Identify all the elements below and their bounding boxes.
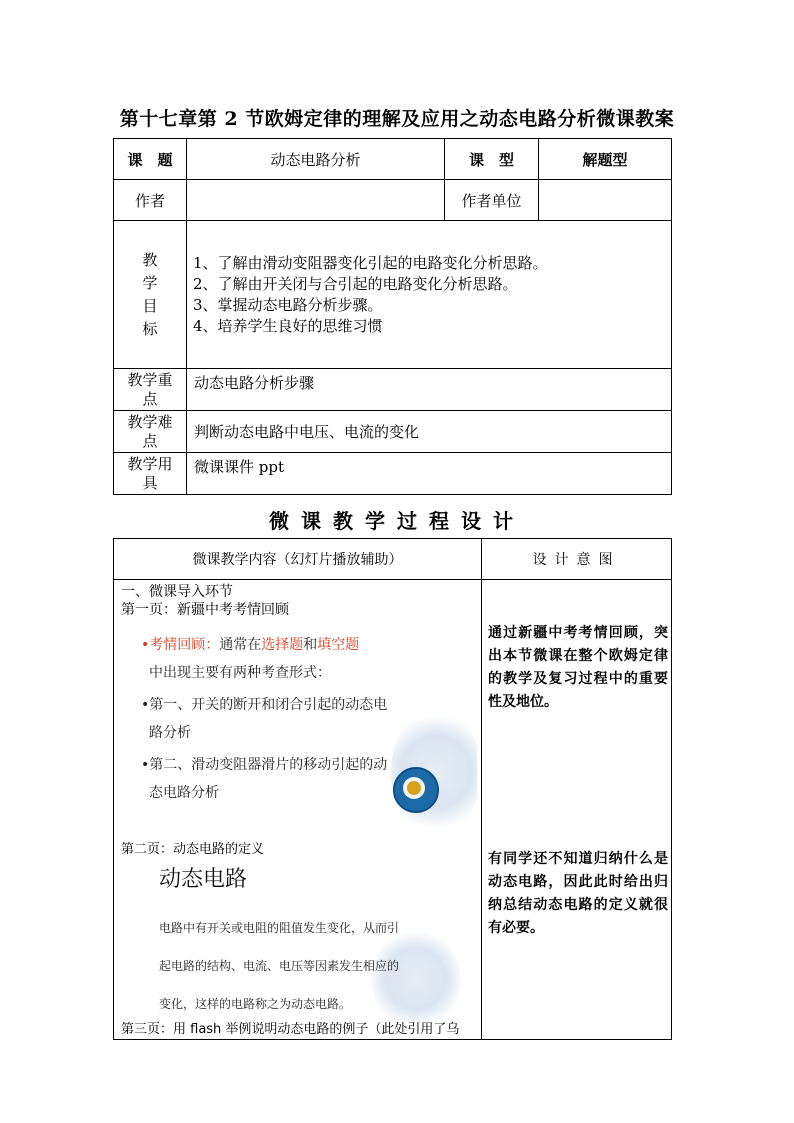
goal-item: 1、了解由滑动变阻器变化引起的电路变化分析思路。 [193,253,548,272]
page3-label: 第三页：用 flash 举例说明动态电路的例子（此处引用了乌 [121,1022,460,1037]
unit-label: 作者单位 [445,180,539,221]
slide-definition [121,859,477,1021]
tools-value: 微课课件 ppt [187,453,672,495]
goals-label: 教 学 目 标 [114,221,187,369]
intent-text-2: 有同学还不知道归纳什么是动态电路，因此此时给出归纳总结动态电路的定义就很有必要。 [488,851,668,936]
type-value: 解题型 [539,139,672,180]
intent-column-header: 设计意图 [482,539,672,580]
goal-item: 3、掌握动态电路分析步骤。 [193,295,383,314]
unit-value [539,180,672,221]
page1-label: 第一页：新疆中考考情回顾 [121,602,289,618]
difficulty-value: 判断动态电路中电压、电流的变化 [187,411,672,453]
slide1-line2: 中出现主要有两种考查形式： [149,665,331,681]
section-title: 微课教学过程设计 [269,509,525,533]
decorative-pattern [371,929,461,1021]
slide1-line1: •考情回顾：通常在选择题和填空题 [141,637,360,653]
school-logo-icon [393,767,439,813]
topic-label: 课 题 [114,139,187,180]
content-cell [114,580,482,1040]
slide-exam-review [121,627,477,837]
tools-label: 教学用 具 [114,453,187,495]
slide2-line3: 变化，这样的电路称之为动态电路。 [159,997,352,1011]
author-label: 作者 [114,180,187,221]
slide2-line2: 起电路的结构、电流、电压等因素发生相应的 [159,959,400,973]
slide2-heading: 动态电路 [159,867,248,892]
intent-cell [482,580,672,1040]
content-column-header: 微课教学内容（幻灯片播放辅助） [114,539,482,580]
page2-label: 第二页：动态电路的定义 [121,842,265,857]
page-title: 第十七章第 2 节欧姆定律的理解及应用之动态电路分析微课教案 [119,108,675,130]
slide1-bullet2-b: 路分析 [149,725,191,741]
slide1-bullet3-a: •第二、滑动变阻器滑片的移动引起的动 [141,757,388,773]
author-value [187,180,445,221]
lesson-info-table [113,138,672,495]
slide1-bullet2-a: •第一、开关的断开和闭合引起的动态电 [141,697,388,713]
type-label: 课 型 [445,139,539,180]
slide1-bullet3-b: 态电路分析 [149,785,219,801]
topic-value: 动态电路分析 [187,139,445,180]
process-table [113,538,672,1040]
difficulty-label: 教学难 点 [114,411,187,453]
goals-list [187,221,672,369]
goal-item: 4、培养学生良好的思维习惯 [193,316,383,335]
key-point-label: 教学重 点 [114,369,187,411]
intro-heading: 一、微课导入环节 [121,584,233,600]
goal-item: 2、了解由开关闭与合引起的电路变化分析思路。 [193,274,518,293]
slide2-line1: 电路中有开关或电阻的阻值发生变化，从而引 [159,921,400,935]
key-point-value: 动态电路分析步骤 [187,369,672,411]
intent-text-1: 通过新疆中考考情回顾，突出本节微课在整个欧姆定律的教学及复习过程中的重要性及地位。 [488,625,668,710]
